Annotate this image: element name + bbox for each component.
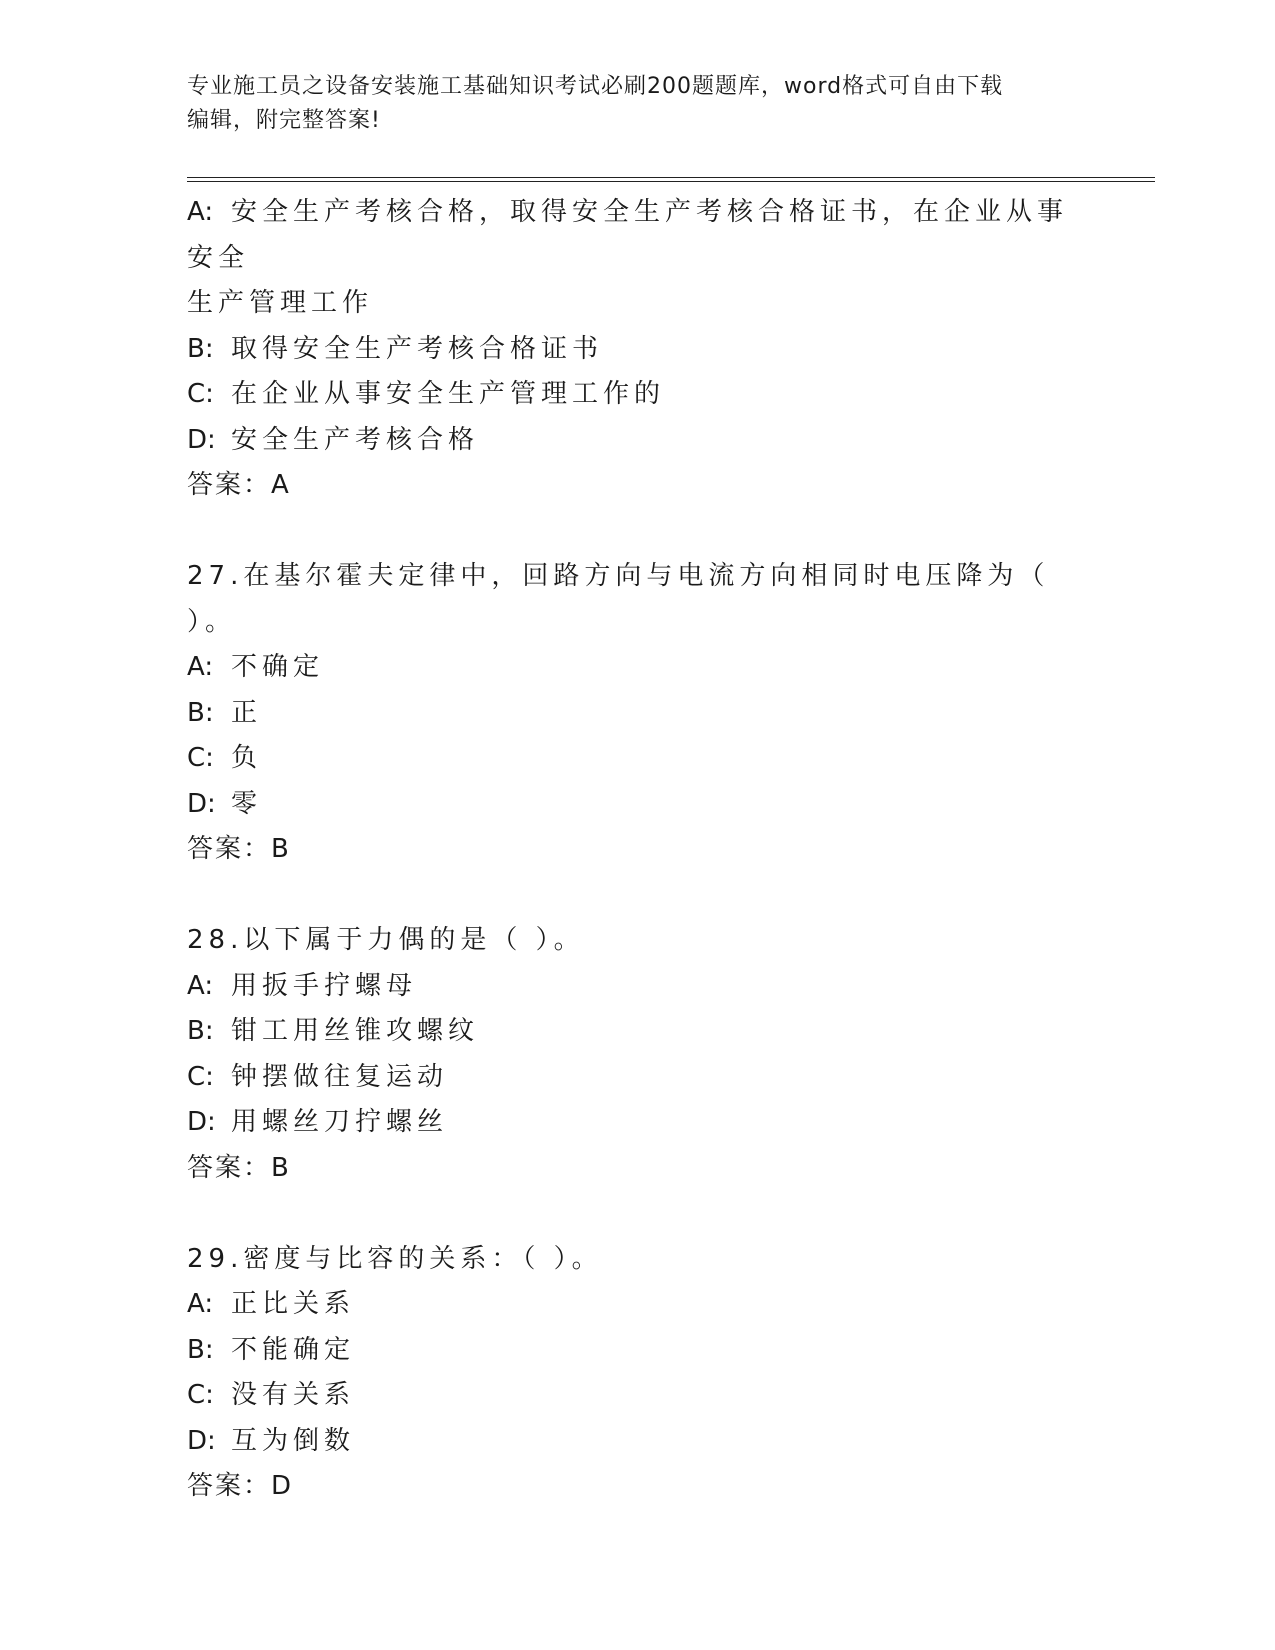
- document-header: [187, 70, 1067, 138]
- answer: 答案：A: [187, 470, 291, 500]
- question-stem: 27.在基尔霍夫定律中，回路方向与电流方向相同时电压降为（ ）。: [187, 561, 1063, 637]
- question-29: [187, 1237, 1087, 1510]
- option-text: 用扳手拧螺母: [231, 970, 418, 1001]
- option-a: [187, 190, 1087, 281]
- header-divider: [187, 177, 1155, 182]
- option-text: 正比关系: [231, 1289, 356, 1319]
- spacer: [187, 1191, 1087, 1237]
- option-a: [187, 645, 1087, 691]
- option-b: [187, 327, 1087, 373]
- option-text: 负: [231, 743, 263, 773]
- option-text: 没有关系: [231, 1380, 356, 1410]
- option-text: 安全生产考核合格，取得安全生产考核合格证书，在企业从事安全: [187, 197, 1069, 273]
- option-text: 在企业从事安全生产管理工作的: [231, 379, 666, 409]
- answer: 答案：B: [187, 834, 291, 864]
- option-label: D:: [187, 788, 216, 819]
- option-d: [187, 418, 1087, 464]
- option-c: [187, 736, 1087, 782]
- option-b: [187, 1009, 1087, 1055]
- question-stem: 28.以下属于力偶的是（ ）。: [187, 925, 585, 955]
- option-c: [187, 1055, 1087, 1101]
- option-label: B:: [187, 697, 214, 728]
- option-text: 不能确定: [231, 1334, 356, 1365]
- option-text: 钳工用丝锥攻螺纹: [231, 1016, 480, 1046]
- option-label: B:: [187, 333, 214, 364]
- spacer: [187, 873, 1087, 919]
- header-title-line1: 专业施工员之设备安装施工基础知识考试必刷200题题库，word格式可自由下载: [187, 74, 1004, 99]
- answer: 答案：D: [187, 1471, 294, 1501]
- option-text: 互为倒数: [231, 1425, 356, 1456]
- option-text: 安全生产考核合格: [231, 424, 480, 455]
- option-b: [187, 1328, 1087, 1374]
- option-c: [187, 1373, 1087, 1419]
- option-b: [187, 691, 1087, 737]
- option-d: [187, 782, 1087, 828]
- option-text: 零: [231, 788, 263, 819]
- option-label: A:: [187, 970, 214, 1001]
- option-d: [187, 1100, 1087, 1146]
- option-label: A:: [187, 652, 214, 682]
- header-title-line2: 编辑，附完整答案!: [187, 108, 381, 133]
- option-label: C:: [187, 743, 214, 773]
- option-label: D:: [187, 424, 216, 455]
- option-d: [187, 1419, 1087, 1465]
- option-label: C:: [187, 1061, 214, 1092]
- option-text: 正: [231, 697, 263, 728]
- option-text: 钟摆做往复运动: [231, 1061, 449, 1092]
- option-text: 不确定: [231, 652, 325, 682]
- option-c: [187, 372, 1087, 418]
- question-stem: 29.密度与比容的关系：（ ）。: [187, 1243, 603, 1274]
- carryover-block: [187, 190, 1087, 509]
- spacer: [187, 509, 1087, 555]
- option-a-continued: 生产管理工作: [187, 288, 374, 318]
- option-a: [187, 1282, 1087, 1328]
- option-label: D:: [187, 1425, 216, 1456]
- option-label: D:: [187, 1107, 216, 1137]
- option-text: 用螺丝刀拧螺丝: [231, 1107, 449, 1137]
- option-label: C:: [187, 1380, 214, 1410]
- option-label: A:: [187, 197, 214, 227]
- option-label: B:: [187, 1016, 214, 1046]
- question-27: [187, 554, 1087, 873]
- option-a: [187, 964, 1087, 1010]
- option-label: A:: [187, 1289, 214, 1319]
- question-28: [187, 918, 1087, 1191]
- answer: 答案：B: [187, 1152, 291, 1183]
- option-text: 取得安全生产考核合格证书: [231, 333, 604, 364]
- question-content: [187, 190, 1087, 1510]
- option-label: B:: [187, 1334, 214, 1365]
- option-label: C:: [187, 379, 214, 409]
